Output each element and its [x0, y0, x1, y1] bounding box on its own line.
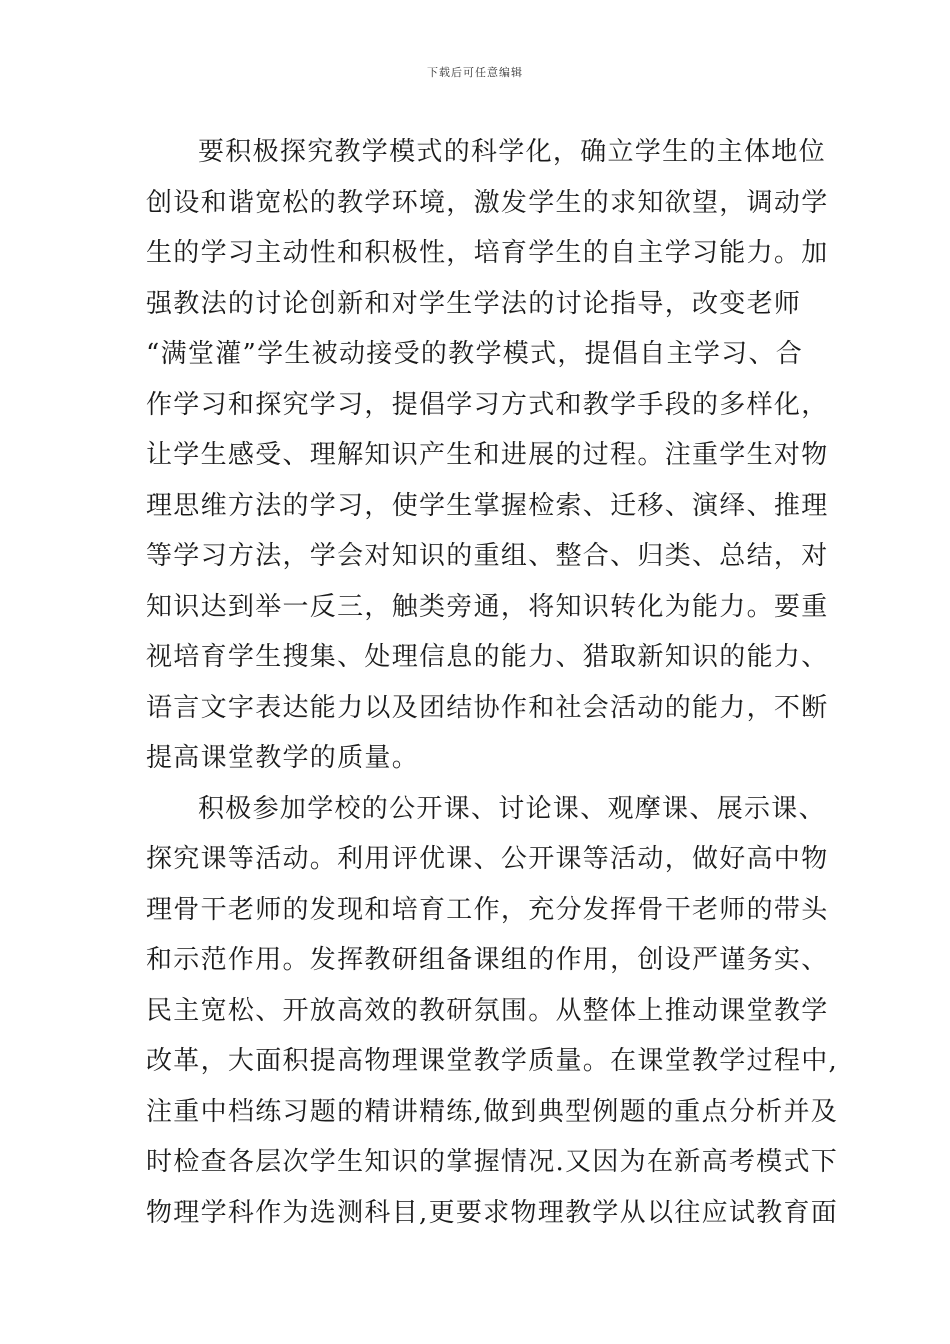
text-line: 知识达到举一反三，触类旁通，将知识转化为能力。要重 — [146, 591, 829, 622]
text-line: 注重中档练习题的精讲精练,做到典型例题的重点分析并及 — [146, 1096, 839, 1127]
paragraph-2 — [146, 784, 839, 1239]
text-line: “满堂灌”学生被动接受的教学模式，提倡自主学习、合 — [146, 339, 804, 369]
page-header: 下载后可任意编辑 — [427, 66, 523, 79]
document-body — [146, 127, 839, 1238]
text-line: 改革，大面积提高物理课堂教学质量。在课堂教学过程中, — [146, 1046, 839, 1076]
text-line: 等学习方法，学会对知识的重组、整合、归类、总结，对 — [146, 541, 829, 571]
text-line: 理骨干老师的发现和培育工作，充分发挥骨干老师的带头 — [146, 894, 829, 925]
text-line: 和示范作用。发挥教研组备课组的作用，创设严谨务实、 — [146, 945, 829, 975]
text-line: 要积极探究教学模式的科学化，确立学生的主体地位 — [198, 137, 826, 167]
text-line: 时检查各层次学生知识的掌握情况.又因为在新高考模式下 — [146, 1147, 839, 1177]
text-line: 强教法的讨论创新和对学生学法的讨论指导，改变老师 — [146, 288, 802, 319]
text-line: 创设和谐宽松的教学环境，激发学生的求知欲望，调动学 — [146, 187, 829, 218]
text-line: 作学习和探究学习，提倡学习方式和教学手段的多样化， — [146, 389, 829, 420]
text-line: 提高课堂教学的质量。 — [146, 743, 420, 773]
text-line: 理思维方法的学习，使学生掌握检索、迁移、演绎、推理 — [146, 490, 829, 521]
paragraph-1 — [146, 127, 829, 784]
text-line: 生的学习主动性和积极性，培育学生的自主学习能力。加 — [146, 238, 829, 268]
text-line: 语言文字表达能力以及团结协作和社会活动的能力，不断 — [146, 692, 829, 723]
text-line: 民主宽松、开放高效的教研氛围。从整体上推动课堂教学 — [146, 995, 829, 1026]
text-line: 让学生感受、理解知识产生和进展的过程。注重学生对物 — [146, 440, 829, 470]
text-line: 物理学科作为选测科目,更要求物理教学从以往应试教育面 — [146, 1197, 839, 1228]
text-line: 探究课等活动。利用评优课、公开课等活动，做好高中物 — [146, 844, 829, 874]
text-line: 视培育学生搜集、处理信息的能力、猎取新知识的能力、 — [146, 642, 829, 672]
text-line: 积极参加学校的公开课、讨论课、观摩课、展示课、 — [198, 793, 826, 824]
